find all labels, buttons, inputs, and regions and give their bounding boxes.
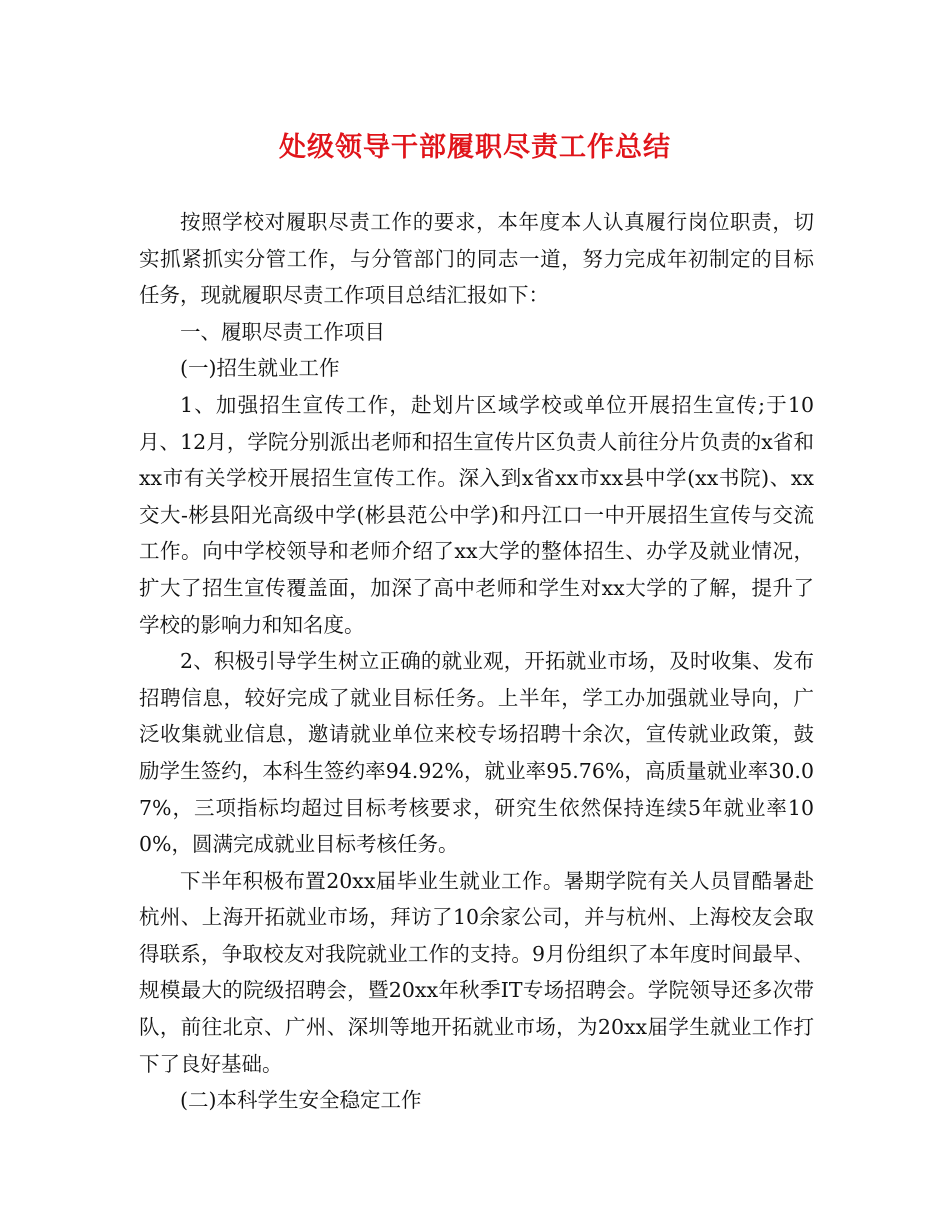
document-title: 处级领导干部履职尽责工作总结 [279,132,671,163]
paragraph-recruitment: 1、加强招生宣传工作，赴划片区域学校或单位开展招生宣传;于10月、12月，学院分别派出老师和招生宣传片区负责人前往分片负责的x省和xx市有关学校开展招生宣传工作。深入到x省xx市xx县中学(xx书院)、xx交大-彬县阳光高级中学(彬县范公中学)和丹江口一中开展招生宣传与交流工作。向中学校领导和老师介绍了xx大学的整体招生、办学及就业情况，扩大了招生宣传覆盖面，加深了高中老师和学生对xx大学的了解，提升了学校的影响力和知名度。 [139,392,814,637]
paragraph-second-half: 下半年积极布置20xx届毕业生就业工作。暑期学院有关人员冒酷暑赴杭州、上海开拓就业市场，拜访了10余家公司，并与杭州、上海校友会取得联系，争取校友对我院就业工作的支持。9月份组织了本年度时间最早、规模最大的院级招聘会，暨20xx年秋季IT专场招聘会。学院领导还多次带队，前往北京、广州、深圳等地开拓就业市场，为20xx届学生就业工作打下了良好基础。 [139,868,814,1076]
subsection-heading-1: (一)招生就业工作 [180,356,340,381]
paragraph-employment: 2、积极引导学生树立正确的就业观，开拓就业市场，及时收集、发布招聘信息，较好完成了就业目标任务。上半年，学工办加强就业导向，广泛收集就业信息，邀请就业单位来校专场招聘十余次，宣传就业政策，鼓励学生签约，本科生签约率94.92%，就业率95.76%，高质量就业率30.07%，三项指标均超过目标考核要求，研究生依然保持连续5年就业率100%，圆满完成就业目标考核任务。 [139,649,814,857]
section-heading-1: 一、履职尽责工作项目 [180,319,385,344]
intro-paragraph: 按照学校对履职尽责工作的要求，本年度本人认真履行岗位职责，切实抓紧抓实分管工作，与分管部门的同志一道，努力完成年初制定的目标任务，现就履职尽责工作项目总结汇报如下： [139,210,814,308]
subsection-heading-2: (二)本科学生安全稳定工作 [180,1088,422,1113]
document-body [139,204,814,1119]
